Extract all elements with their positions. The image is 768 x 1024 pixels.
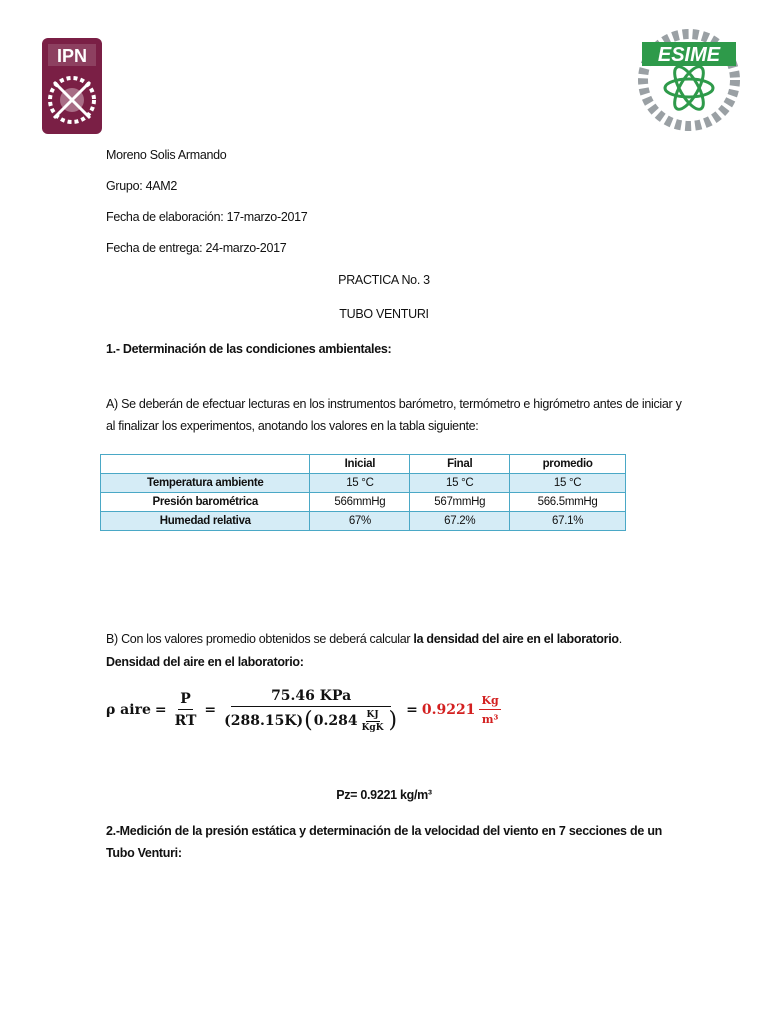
unit-numerator: KJ [366,709,379,720]
table-header-cell: Inicial [310,455,410,474]
fraction-denominator [224,707,398,733]
ipn-logo [36,30,108,140]
result-unit [479,694,500,726]
density-heading: Densidad del aire en el laboratorio: [106,655,304,669]
ambient-conditions-table [100,454,626,531]
table-cell: 15 °C [510,474,626,493]
table-cell: 67.2% [410,512,510,531]
fraction-numerator: P [178,691,193,710]
paragraph-b-bold: la densidad del aire en el laboratorio [413,632,619,646]
formula-equals: = [406,702,418,718]
table-cell: 566.5mmHg [510,493,626,512]
table-cell: 15 °C [310,474,410,493]
unit-denominator: KgK [361,722,384,733]
table-header-cell [101,455,310,474]
formula-fraction-p-rt [175,691,197,729]
unit-denominator: m³ [481,713,499,726]
practice-title: PRACTICA No. 3 [338,273,430,287]
gas-constant-unit [362,710,384,733]
table-row [101,512,626,531]
paragraph-b [106,632,622,646]
formula-equals: = [154,702,167,718]
temperature-term: (288.15K) [224,713,304,729]
paragraph-b-end: . [618,632,622,646]
table-row [101,474,626,493]
section2-heading: 2.-Medición de la presión estática y determinación de la velocidad del viento en 7 secciones de un Tubo Venturi: [106,824,662,860]
open-paren: ( [304,708,313,733]
formula-equals: = [204,702,217,718]
row-label: Temperatura ambiente [101,474,310,493]
fraction-numerator: 75.46 KPa [231,688,391,707]
table-header-cell: promedio [510,455,626,474]
table-cell: 566mmHg [310,493,410,512]
delivery-date: Fecha de entrega: 24-marzo-2017 [106,241,287,255]
row-label: Presión barométrica [101,493,310,512]
table-cell: 67% [310,512,410,531]
pz-result: Pz= 0.9221 kg/m³ [336,788,432,802]
paragraph-b-start: B) Con los valores promedio obtenidos se deberá calcular [106,632,414,646]
formula-result: 0.9221 [421,702,476,718]
formula-lhs: ρ aire [106,702,151,718]
table-header-row [101,455,626,474]
esime-logo [636,22,742,132]
svg-text:IPN: IPN [56,46,88,66]
unit-numerator: Kg [479,694,500,710]
table-cell: 567mmHg [410,493,510,512]
row-label: Humedad relativa [101,512,310,531]
elaboration-date: Fecha de elaboración: 17-marzo-2017 [106,210,308,224]
density-formula [106,682,505,738]
formula-fraction-values [224,688,398,733]
table-cell: 67.1% [510,512,626,531]
close-paren: ) [388,708,398,733]
gas-constant-value: 0.284 [313,713,358,729]
fraction-denominator: RT [174,713,197,729]
section1-heading: 1.- Determinación de las condiciones ambientales: [106,342,392,356]
subject-title: TUBO VENTURI [339,307,429,321]
group-label: Grupo: 4AM2 [106,179,178,193]
table-row [101,493,626,512]
table-header-cell: Final [410,455,510,474]
table-cell: 15 °C [410,474,510,493]
student-name: Moreno Solis Armando [106,148,227,162]
paragraph-a: A) Se deberán de efectuar lecturas en los instrumentos barómetro, termómetro e higrómetro antes de iniciar y al finalizar los experimentos, anotando los valores en la tabla siguiente: [106,397,682,433]
svg-text:ESIME: ESIME [657,44,721,66]
